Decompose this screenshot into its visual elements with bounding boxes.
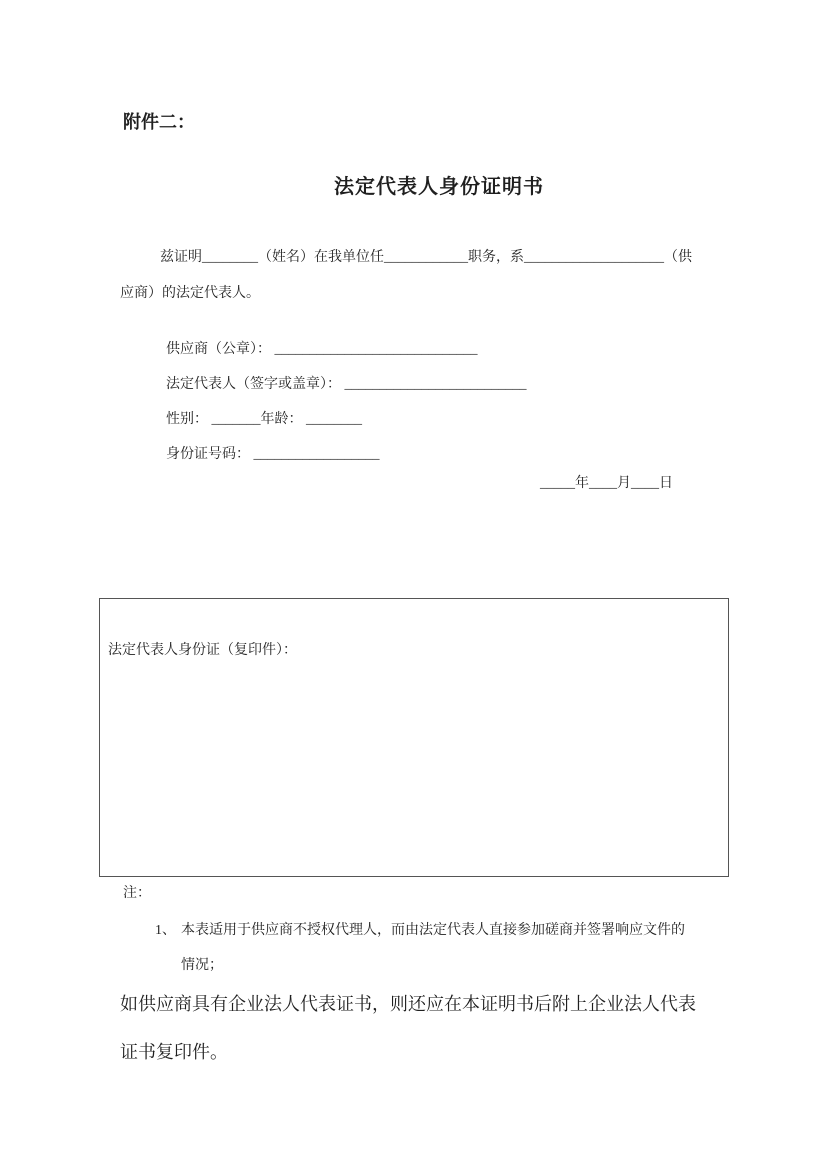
note-item-1 <box>155 913 685 983</box>
certify-line-1: 兹证明________（姓名）在我单位任____________职务，系____________________（供 <box>160 250 692 265</box>
form-line-id-number: 身份证号码： __________________ <box>166 447 380 462</box>
certify-paragraph <box>120 240 760 312</box>
attachment-label: 附件二： <box>123 112 195 132</box>
note-item-1-line-1: 本表适用于供应商不授权代理人，而由法定代表人直接参加磋商并签署响应文件的 <box>181 923 685 938</box>
closing-paragraph <box>120 980 696 1076</box>
note-item-1-line-2: 情况； <box>181 958 223 973</box>
note-item-1-marker: 1、 <box>155 923 176 938</box>
form-line-gender-age: 性别： _______年龄： ________ <box>166 412 362 427</box>
date-line: _____年____月____日 <box>540 476 673 491</box>
document-title: 法定代表人身份证明书 <box>334 176 544 198</box>
closing-line-2: 证书复印件。 <box>120 1042 228 1062</box>
notes-label: 注： <box>123 886 151 901</box>
note-item-1-text <box>181 913 685 983</box>
id-copy-box <box>99 598 729 877</box>
certify-line-2: 应商）的法定代表人。 <box>120 286 260 301</box>
closing-line-1: 如供应商具有企业法人代表证书，则还应在本证明书后附上企业法人代表 <box>120 994 696 1014</box>
signature-form-block <box>166 332 527 472</box>
form-line-supplier-seal: 供应商（公章）： _____________________________ <box>166 342 478 357</box>
id-copy-box-label: 法定代表人身份证（复印件）： <box>108 643 297 658</box>
form-line-legal-rep-signature: 法定代表人（签字或盖章）： __________________________ <box>166 377 527 392</box>
